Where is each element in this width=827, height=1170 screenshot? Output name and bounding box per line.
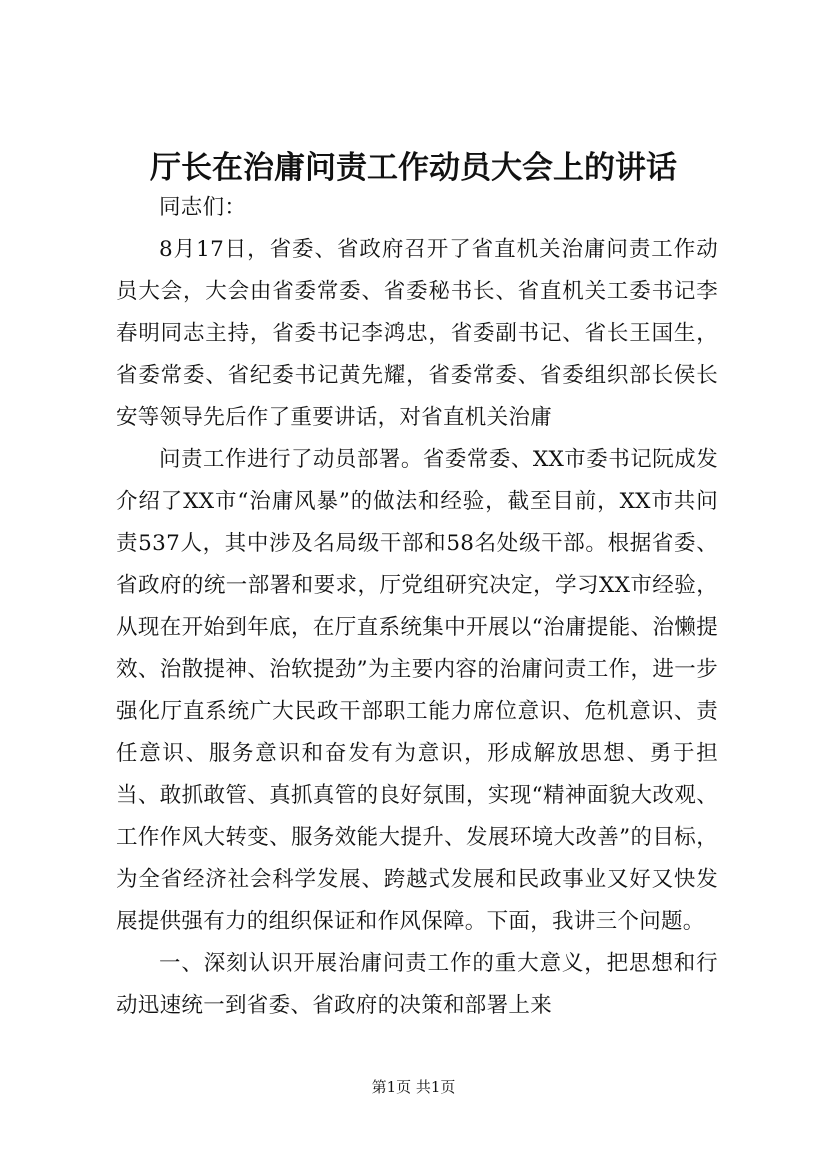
- document-body: [116, 187, 718, 1027]
- paragraph: 8月17日，省委、省政府召开了省直机关治庸问责工作动员大会，大会由省委常委、省委秘书长、省直机关工委书记李春明同志主持，省委书记李鸿忠，省委副书记、省长王国生，省委常委、省纪委书记黄先耀，省委常委、省委组织部长侯长安等领导先后作了重要讲话，对省直机关治庸: [116, 237, 718, 430]
- paragraph: 问责工作进行了动员部署。省委常委、XX市委书记阮成发介绍了XX市“治庸风暴”的做法和经验，截至目前，XX市共问责537人，其中涉及名局级干部和58名处级干部。根据省委、省政府的统一部署和要求，厅党组研究决定，学习XX市经验，从现在开始到年底，在厅直系统集中开展以“治庸提能、治懒提效、治散提神、治软提劲”为主要内容的治庸问责工作，进一步强化厅直系统广大民政干部职工能力席位意识、危机意识、责任意识、服务意识和奋发有为意识，形成解放思想、勇于担当、敢抓敢管、真抓真管的良好氛围，实现“精神面貌大改观、工作作风大转变、服务效能大提升、发展环境大改善”的目标，为全省经济社会科学发展、跨越式发展和民政事业又好又快发展提供强有力的组织保证和作风保障。下面，我讲三个问题。: [116, 447, 718, 934]
- page-footer: 第1页 共1页: [371, 1078, 456, 1096]
- paragraph: 一、深刻认识开展治庸问责工作的重大意义，把思想和行动迅速统一到省委、省政府的决策和部署上来: [116, 951, 718, 1018]
- document-title: 厅长在治庸问责工作动员大会上的讲话: [150, 150, 677, 186]
- salutation: 同志们：: [159, 195, 247, 220]
